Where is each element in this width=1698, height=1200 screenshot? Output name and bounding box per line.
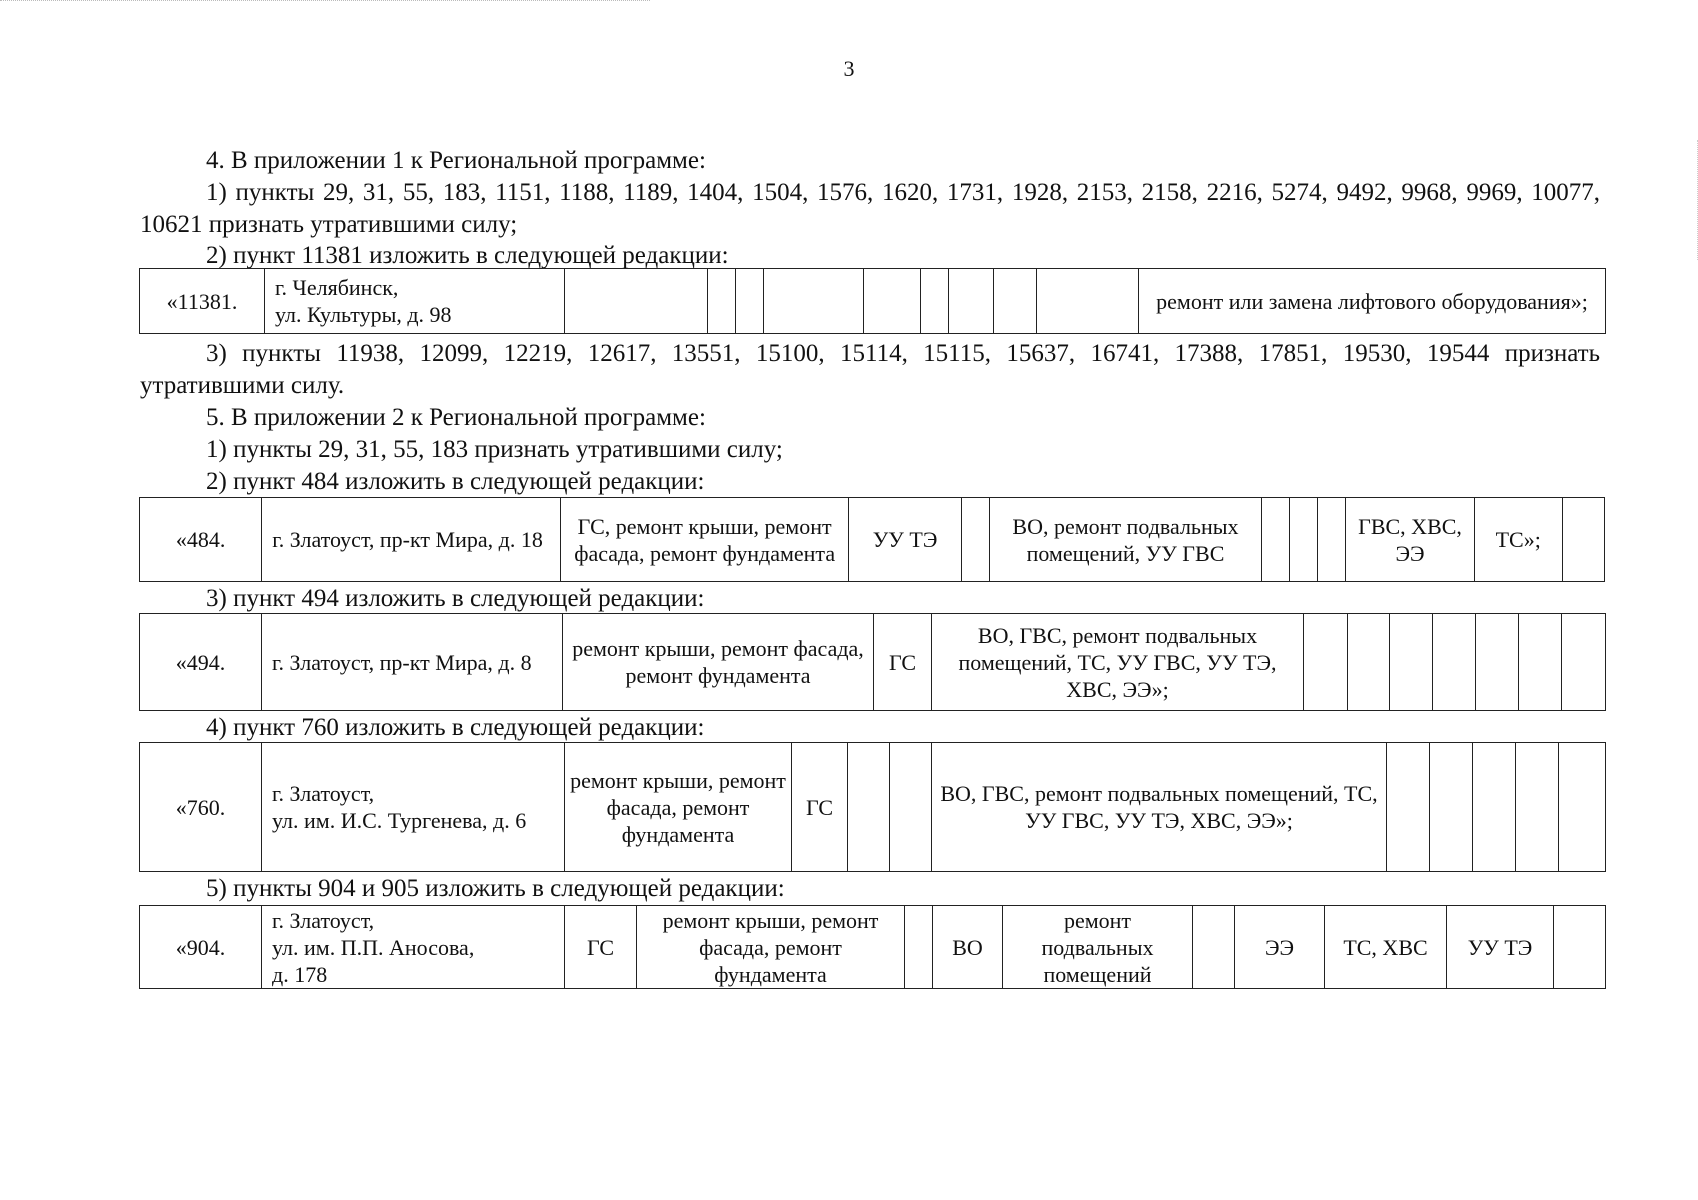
table-item-484 <box>139 497 1605 582</box>
empty-cell <box>864 269 921 334</box>
section-5-item-2: 2) пункт 484 изложить в следующей редакции: <box>206 468 705 495</box>
empty-cell <box>1262 498 1290 582</box>
section-5-item-3: 3) пункт 494 изложить в следующей редакции: <box>206 585 705 612</box>
item-cell: ГС <box>874 614 932 711</box>
section-4-item-3 <box>140 338 1600 402</box>
item-cell: УУ ТЭ <box>849 498 961 582</box>
scan-edge-mark-right <box>1693 140 1698 260</box>
empty-cell <box>949 269 994 334</box>
item-cell: ВО, ГВС, ремонт подвальных помещений, ТС, УУ ГВС, УУ ТЭ, ХВС, ЭЭ»; <box>932 743 1387 872</box>
section-4-item-2: 2) пункт 11381 изложить в следующей редакции: <box>206 242 729 269</box>
item-cell: ремонт крыши, ремонт фасада, ремонт фундамента <box>565 743 792 872</box>
empty-cell <box>905 906 933 989</box>
section-5-item-4: 4) пункт 760 изложить в следующей редакции: <box>206 714 705 741</box>
empty-cell <box>994 269 1037 334</box>
table-item-904 <box>139 905 1606 989</box>
item-cell: ВО, ГВС, ремонт подвальных помещений, ТС, УУ ГВС, УУ ТЭ, ХВС, ЭЭ»; <box>932 614 1304 711</box>
item-address: г. Челябинск, ул. Культуры, д. 98 <box>265 269 565 334</box>
item-address: г. Златоуст, пр-кт Мира, д. 18 <box>262 498 561 582</box>
section-4-item-1 <box>140 177 1600 241</box>
empty-cell <box>921 269 949 334</box>
empty-cell <box>708 269 736 334</box>
item-number: «760. <box>140 743 262 872</box>
empty-cell <box>736 269 764 334</box>
table-row <box>140 614 1606 711</box>
item-cell: ГС <box>792 743 848 872</box>
empty-cell <box>764 269 864 334</box>
empty-cell <box>1516 743 1559 872</box>
empty-cell <box>961 498 989 582</box>
empty-cell <box>1318 498 1346 582</box>
empty-cell <box>565 269 708 334</box>
table-row <box>140 743 1606 872</box>
item-cell: ТС, ХВС <box>1325 906 1447 989</box>
empty-cell <box>1554 906 1606 989</box>
item-cell: УУ ТЭ <box>1447 906 1554 989</box>
empty-cell <box>1387 743 1430 872</box>
empty-cell <box>1037 269 1139 334</box>
empty-cell <box>1559 743 1606 872</box>
empty-cell <box>1519 614 1562 711</box>
empty-cell <box>848 743 890 872</box>
empty-cell <box>1562 614 1606 711</box>
table-row <box>140 498 1605 582</box>
item-address: г. Златоуст, ул. им. П.П. Аносова, д. 178 <box>262 906 565 989</box>
item-cell: ГС, ремонт крыши, ремонт фасада, ремонт фундамента <box>560 498 849 582</box>
empty-cell <box>1304 614 1348 711</box>
item-number: «11381. <box>140 269 265 334</box>
empty-cell <box>1562 498 1604 582</box>
section-5-item-5: 5) пункты 904 и 905 изложить в следующей редакции: <box>206 875 785 902</box>
section-4-heading: 4. В приложении 1 к Региональной программе: <box>206 147 706 174</box>
empty-cell <box>1290 498 1318 582</box>
empty-cell <box>1473 743 1516 872</box>
item-cell: ремонт крыши, ремонт фасада, ремонт фундамента <box>563 614 874 711</box>
item-number: «494. <box>140 614 262 711</box>
item-cell: ГС <box>565 906 637 989</box>
table-item-11381 <box>139 268 1606 334</box>
table-row <box>140 269 1606 334</box>
empty-cell <box>890 743 932 872</box>
item-number: «484. <box>140 498 262 582</box>
item-address: г. Златоуст, ул. им. И.С. Тургенева, д. 6 <box>262 743 565 872</box>
table-row <box>140 906 1606 989</box>
item-cell: ремонт подвальных помещений <box>1003 906 1193 989</box>
item-number: «904. <box>140 906 262 989</box>
empty-cell <box>1476 614 1519 711</box>
section-4-item-3-text: 3) пункты 11938, 12099, 12219, 12617, 13551, 15100, 15114, 15115, 15637, 16741, 17388, 17851, 19530, 19544 признать утратившими силу. <box>140 340 1600 399</box>
item-works: ремонт или замена лифтового оборудования»; <box>1139 269 1606 334</box>
item-cell: ВО <box>933 906 1003 989</box>
item-cell: ремонт крыши, ремонт фасада, ремонт фундамента <box>637 906 905 989</box>
item-cell: ВО, ремонт подвальных помещений, УУ ГВС <box>989 498 1262 582</box>
empty-cell <box>1430 743 1473 872</box>
section-4-item-1-text: 1) пункты 29, 31, 55, 183, 1151, 1188, 1189, 1404, 1504, 1576, 1620, 1731, 1928, 2153, 2158, 2216, 5274, 9492, 9968, 9969, 10077, 10621 признать утратившими силу; <box>140 179 1600 238</box>
scan-edge-mark <box>0 0 650 7</box>
table-item-760 <box>139 742 1606 872</box>
item-address: г. Златоуст, пр-кт Мира, д. 8 <box>262 614 563 711</box>
section-5-heading: 5. В приложении 2 к Региональной программе: <box>206 404 706 431</box>
item-cell: ГВС, ХВС, ЭЭ <box>1346 498 1474 582</box>
item-cell: ЭЭ <box>1235 906 1325 989</box>
item-cell: ТС»; <box>1474 498 1562 582</box>
empty-cell <box>1193 906 1235 989</box>
empty-cell <box>1433 614 1476 711</box>
table-item-494 <box>139 613 1606 711</box>
page-number: 3 <box>843 56 855 81</box>
section-5-item-1: 1) пункты 29, 31, 55, 183 признать утратившими силу; <box>206 436 783 463</box>
empty-cell <box>1390 614 1433 711</box>
empty-cell <box>1348 614 1390 711</box>
